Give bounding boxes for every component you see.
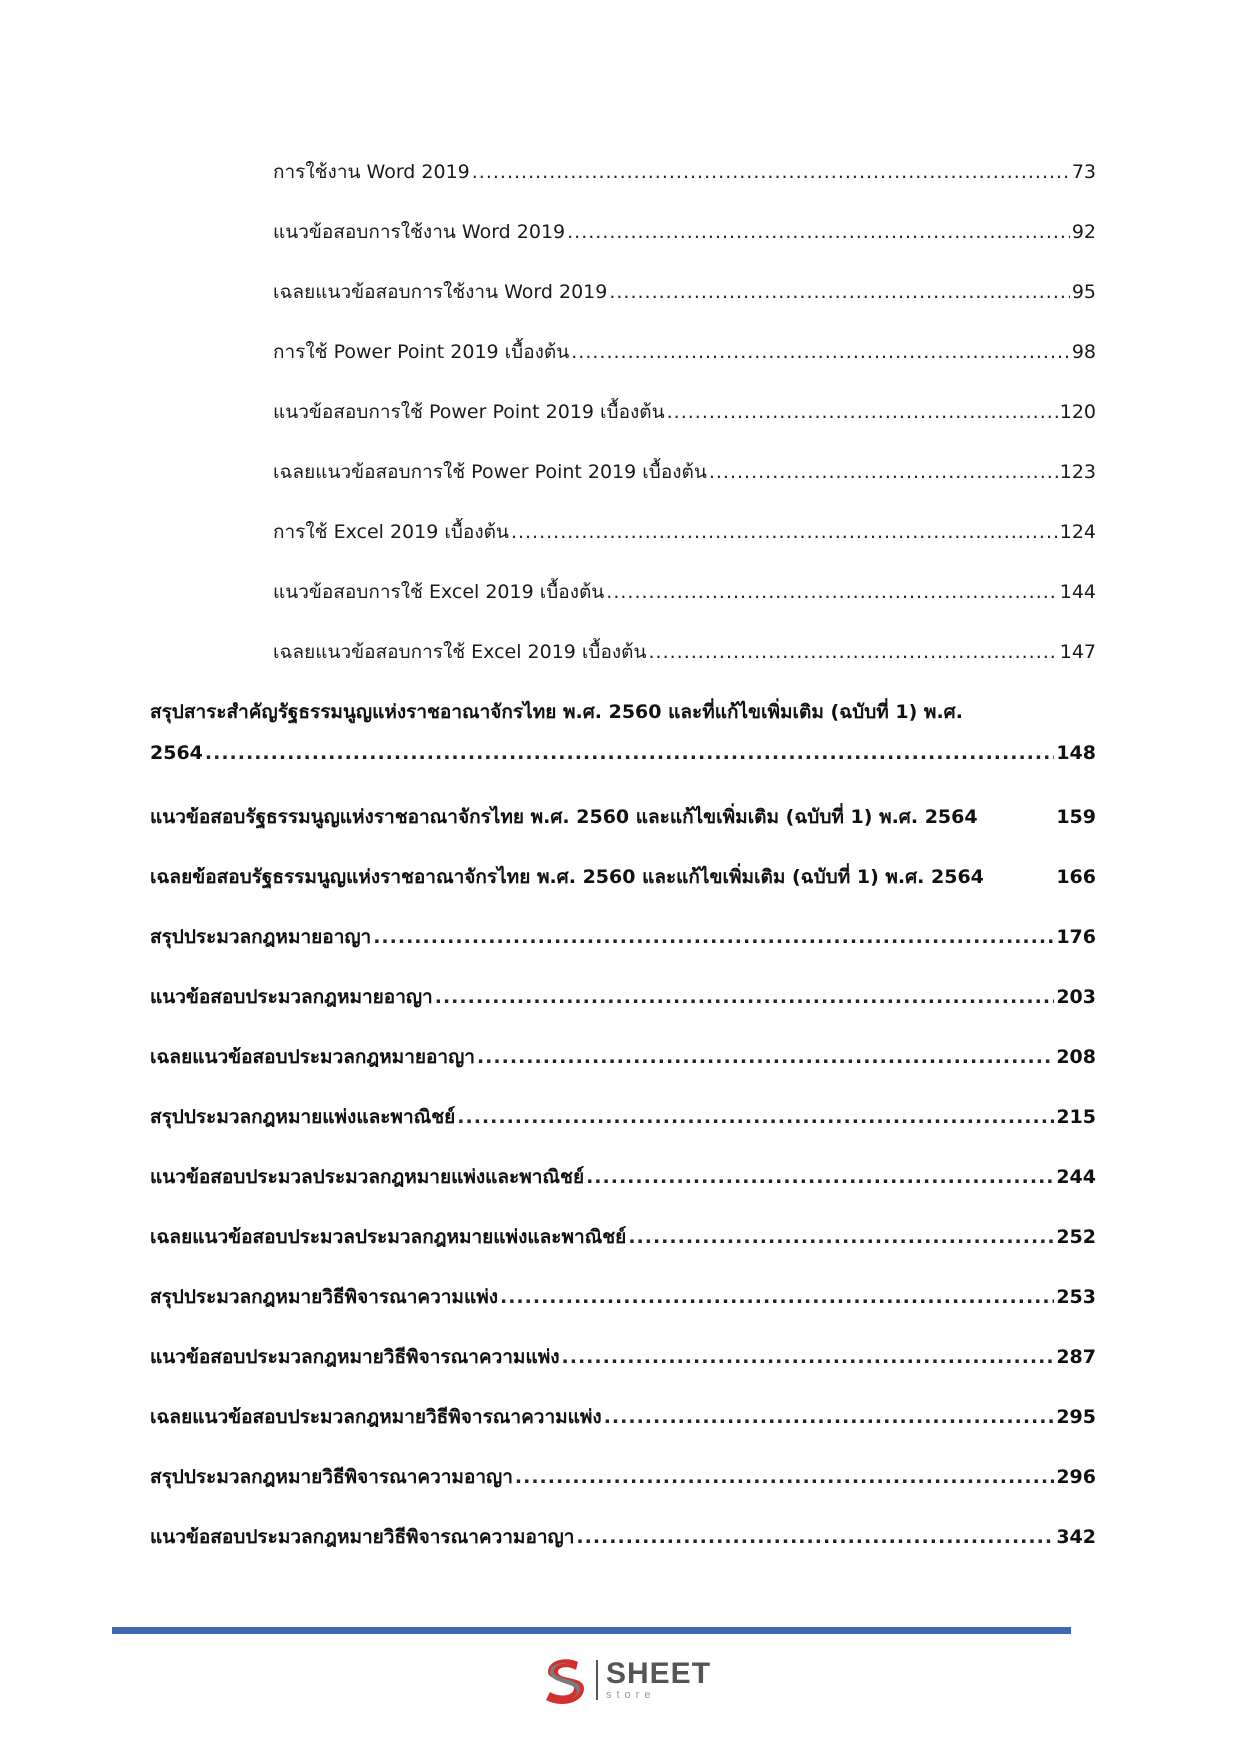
toc-entry[interactable] [273,517,1096,547]
toc-entry[interactable] [150,742,1096,764]
toc-entry[interactable] [273,217,1096,247]
toc-entry-title: สรุปประมวลกฎหมายวิธีพิจารณาความแพ่ง [150,1286,498,1308]
toc-entry-title: เฉลยแนวข้อสอบการใช้ Excel 2019 เบื้องต้น [273,641,647,663]
toc-entry[interactable] [273,577,1096,607]
toc-entry-title: การใช้งาน Word 2019 [273,161,470,183]
toc-leader [567,221,1070,243]
toc-entry[interactable] [273,457,1096,487]
sheet-store-s-icon [536,1652,592,1708]
toc-leader [576,1526,1054,1548]
toc-entry[interactable] [273,157,1096,187]
toc-entry-page: 95 [1071,281,1096,303]
toc-leader [515,1466,1054,1488]
toc-entry-page: 176 [1056,926,1096,948]
toc-entry-title: เฉลยแนวข้อสอบการใช้ Power Point 2019 เบื้องต้น [273,461,707,483]
toc-entry[interactable] [150,1402,1096,1432]
toc-entry-page: 203 [1056,986,1096,1008]
logo-divider [596,1660,598,1700]
toc-entry-page: 253 [1056,1286,1096,1308]
toc-leader [609,281,1069,303]
toc-leader [628,1226,1054,1248]
toc-leader [457,1106,1054,1128]
toc-entry-page: 148 [1056,742,1096,764]
toc-entry-page: 252 [1056,1226,1096,1248]
toc-entry-page: 342 [1056,1526,1096,1548]
toc-entry-page: 244 [1056,1166,1096,1188]
toc-leader [667,401,1058,423]
toc-entry[interactable] [150,982,1096,1012]
toc-entry-title: แนวข้อสอบประมวลกฎหมายอาญา [150,986,433,1008]
toc-entry-line1[interactable] [150,697,1096,727]
toc-entry[interactable] [150,1282,1096,1312]
toc-entry-page: 124 [1059,521,1096,543]
toc-entry[interactable] [150,922,1096,952]
toc-leader [511,521,1058,543]
toc-leader [604,1406,1055,1428]
footer-rule [112,1627,1071,1634]
toc-entry[interactable] [150,1462,1096,1492]
toc-leader [571,341,1070,363]
toc-entry[interactable] [150,1222,1096,1252]
toc-entry-title: แนวข้อสอบรัฐธรรมนูญแห่งราชอาณาจักรไทย พ.ศ. 2560 และแก้ไขเพิ่มเติม (ฉบับที่ 1) พ.ศ. 2564 [150,806,978,828]
toc-entry-title: เฉลยแนวข้อสอบประมวลกฎหมายวิธีพิจารณาความแพ่ง [150,1406,602,1428]
toc-entry[interactable] [150,1522,1096,1552]
toc-entry-page: 92 [1071,221,1096,243]
toc-entry-title: แนวข้อสอบประมวลกฎหมายวิธีพิจารณาความอาญา [150,1526,575,1548]
toc-entry-title: เฉลยแนวข้อสอบการใช้งาน Word 2019 [273,281,608,303]
toc-entry-title: สรุปประมวลกฎหมายแพ่งและพาณิชย์ [150,1106,456,1128]
toc-entry-title: แนวข้อสอบการใช้งาน Word 2019 [273,221,566,243]
toc-entry[interactable] [273,277,1096,307]
toc-entry-title: สรุปประมวลกฎหมายอาญา [150,926,372,948]
toc-entry-page: 215 [1056,1106,1096,1128]
toc-leader [205,742,1054,764]
toc-entry-title: แนวข้อสอบการใช้ Power Point 2019 เบื้องต้น [273,401,665,423]
sheet-store-logo [536,1652,716,1708]
toc-entry-page: 208 [1056,1046,1096,1068]
toc-entry[interactable] [150,1342,1096,1372]
toc-entry-title: แนวข้อสอบการใช้ Excel 2019 เบื้องต้น [273,581,605,603]
toc-entry[interactable] [150,1162,1096,1192]
logo-subword: store [606,1689,656,1701]
toc-entry-page: 144 [1059,581,1096,603]
toc-entry-page: 159 [1056,806,1096,828]
toc-entry-page: 287 [1056,1346,1096,1368]
logo-word: SHEET [606,1657,712,1690]
toc-entry-page: 98 [1071,341,1096,363]
toc-entry-title: การใช้ Excel 2019 เบื้องต้น [273,521,509,543]
toc-leader [477,1046,1054,1068]
toc-entry-title: เฉลยแนวข้อสอบประมวลกฎหมายอาญา [150,1046,475,1068]
toc-entry-page: 147 [1059,641,1096,663]
toc-entry[interactable] [150,1102,1096,1132]
toc-leader [435,986,1055,1008]
toc-entry[interactable] [273,637,1096,667]
toc-entry-page: 296 [1056,1466,1096,1488]
toc-entry-page: 295 [1056,1406,1096,1428]
toc-leader [373,926,1054,948]
toc-leader [709,461,1058,483]
toc-entry[interactable] [150,802,1096,832]
toc-leader [586,1166,1054,1188]
toc-entry-title: แนวข้อสอบประมวลกฎหมายวิธีพิจารณาความแพ่ง [150,1346,560,1368]
toc-entry[interactable] [273,397,1096,427]
toc-leader [472,161,1070,183]
toc-entry-title: การใช้ Power Point 2019 เบื้องต้น [273,341,570,363]
toc-leader [606,581,1057,603]
toc-entry-title: แนวข้อสอบประมวลประมวลกฎหมายแพ่งและพาณิชย์ [150,1166,585,1188]
toc-entry[interactable] [150,1042,1096,1072]
toc-entry-title: เฉลยข้อสอบรัฐธรรมนูญแห่งราชอาณาจักรไทย พ.ศ. 2560 และแก้ไขเพิ่มเติม (ฉบับที่ 1) พ.ศ. 2564 [150,866,984,888]
toc-entry-title: สรุปสาระสำคัญรัฐธรรมนูญแห่งราชอาณาจักรไทย พ.ศ. 2560 และที่แก้ไขเพิ่มเติม (ฉบับที่ 1) พ.ศ. [150,701,963,723]
toc-entry-page: 73 [1071,161,1096,183]
toc-leader [500,1286,1054,1308]
toc-entry-title: เฉลยแนวข้อสอบประมวลประมวลกฎหมายแพ่งและพาณิชย์ [150,1226,627,1248]
toc-entry[interactable] [273,337,1096,367]
logo-wordmark [606,1659,711,1701]
toc-leader [649,641,1058,663]
toc-leader [562,1346,1055,1368]
toc-entry-title: สรุปประมวลกฎหมายวิธีพิจารณาความอาญา [150,1466,513,1488]
toc-entry[interactable] [150,862,1096,892]
toc-entry-title: 2564 [150,742,203,764]
toc-entry-page: 120 [1059,401,1096,423]
toc-entry-page: 123 [1059,461,1096,483]
toc-entry-page: 166 [1056,866,1096,888]
